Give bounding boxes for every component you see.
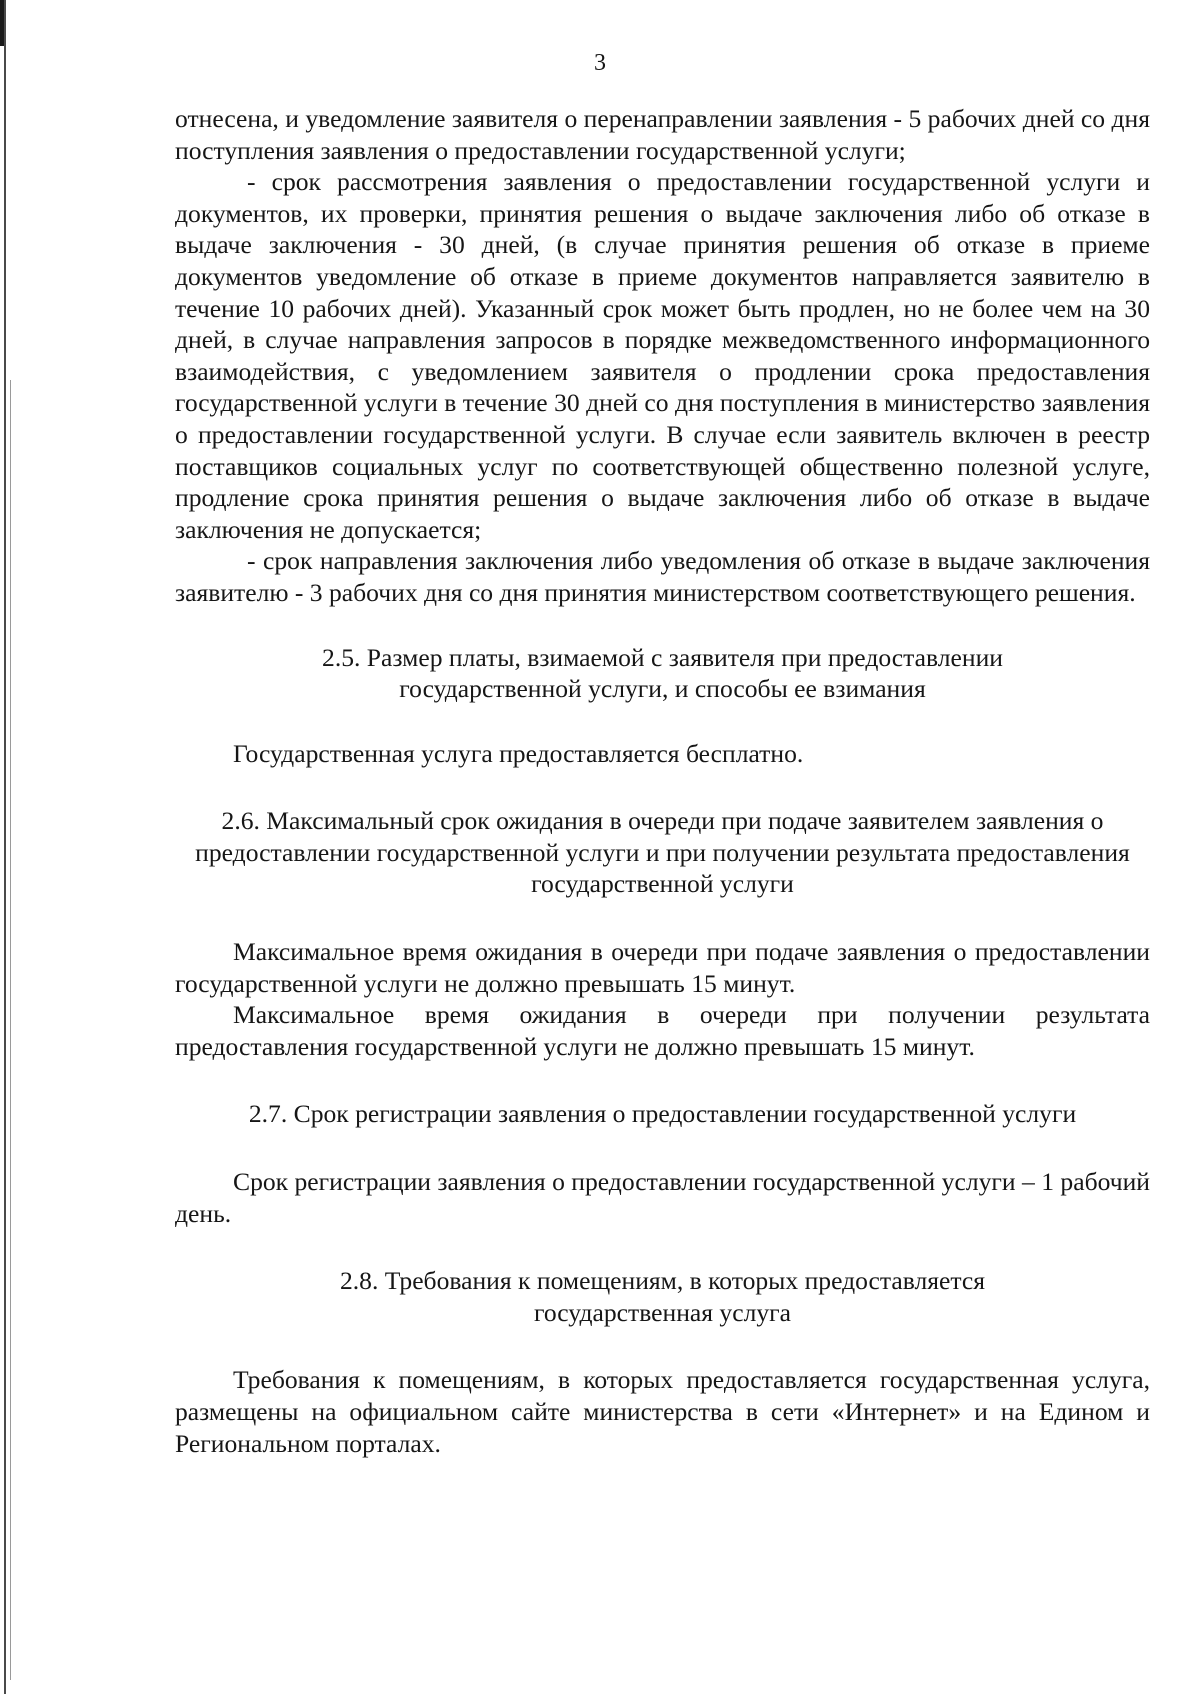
paragraph-queue-submission: Максимальное время ожидания в очереди при подаче заявления о предоставлении государственной услуги не должно превышать 15 минут. — [175, 937, 1150, 998]
section-heading-2-8: 2.8. Требования к помещениям, в которых предоставляется государственная услуга — [339, 1266, 986, 1327]
paragraph-premises-requirements: Требования к помещениям, в которых предоставляется государственная услуга, размещены на официальном сайте министерства в сети «Интернет» и на Едином и Региональном порталах. — [175, 1365, 1150, 1458]
paragraph-review-term: - срок рассмотрения заявления о предоставлении государственной услуги и документов, их проверки, принятия решения о выдаче заключения либо об отказе в выдаче заключения - 30 дней, (в случае принятия решения об отказе в приеме документов уведомление об отказе в приеме документов направляется заявителю в течение 10 рабочих дней). Указанный срок может быть продлен, но не более чем на 30 дней, в случае направления запросов в порядке межведомственного информационного взаимодействия, с уведомлением заявителя о продлении срока предоставления государственной услуги в течение 30 дней со дня поступления в министерство заявления о предоставлении государственной услуги. В случае если заявитель включен в реестр поставщиков социальных услуг по соответствующей общественно полезной услуге, продление срока принятия решения о выдаче заключения либо об отказе в выдаче заключения не допускается; — [175, 167, 1150, 544]
paragraph-sending-term: - срок направления заключения либо уведомления об отказе в выдаче заключения заявителю - 3 рабочих дня со дня принятия министерством соответствующего решения. — [175, 546, 1150, 607]
paragraph-queue-result: Максимальное время ожидания в очереди при получении результата предоставления государственной услуги не должно превышать 15 минут. — [175, 1000, 1150, 1061]
scan-edge-line — [10, 380, 11, 1680]
scan-edge-line — [4, 0, 6, 1694]
section-heading-2-6: 2.6. Максимальный срок ожидания в очереди при подаче заявителем заявления о предоставлении государственной услуги и при получении результата предоставления государственной услуги — [195, 806, 1130, 899]
paragraph-continuation: отнесена, и уведомление заявителя о перенаправлении заявления - 5 рабочих дней со дня поступления заявления о предоставлении государственной услуги; — [175, 104, 1150, 165]
page-number: 3 — [594, 50, 606, 76]
document-body — [175, 103, 1150, 1459]
paragraph-free-service: Государственная услуга предоставляется бесплатно. — [233, 738, 804, 768]
section-heading-2-7: 2.7. Срок регистрации заявления о предоставлении государственной услуги — [248, 1099, 1077, 1129]
section-heading-2-5: 2.5. Размер платы, взимаемой с заявителя при предоставлении государственной услуги, и способы ее взимания — [322, 642, 1003, 704]
paragraph-registration-term: Срок регистрации заявления о предоставлении государственной услуги – 1 рабочий день. — [175, 1167, 1150, 1228]
